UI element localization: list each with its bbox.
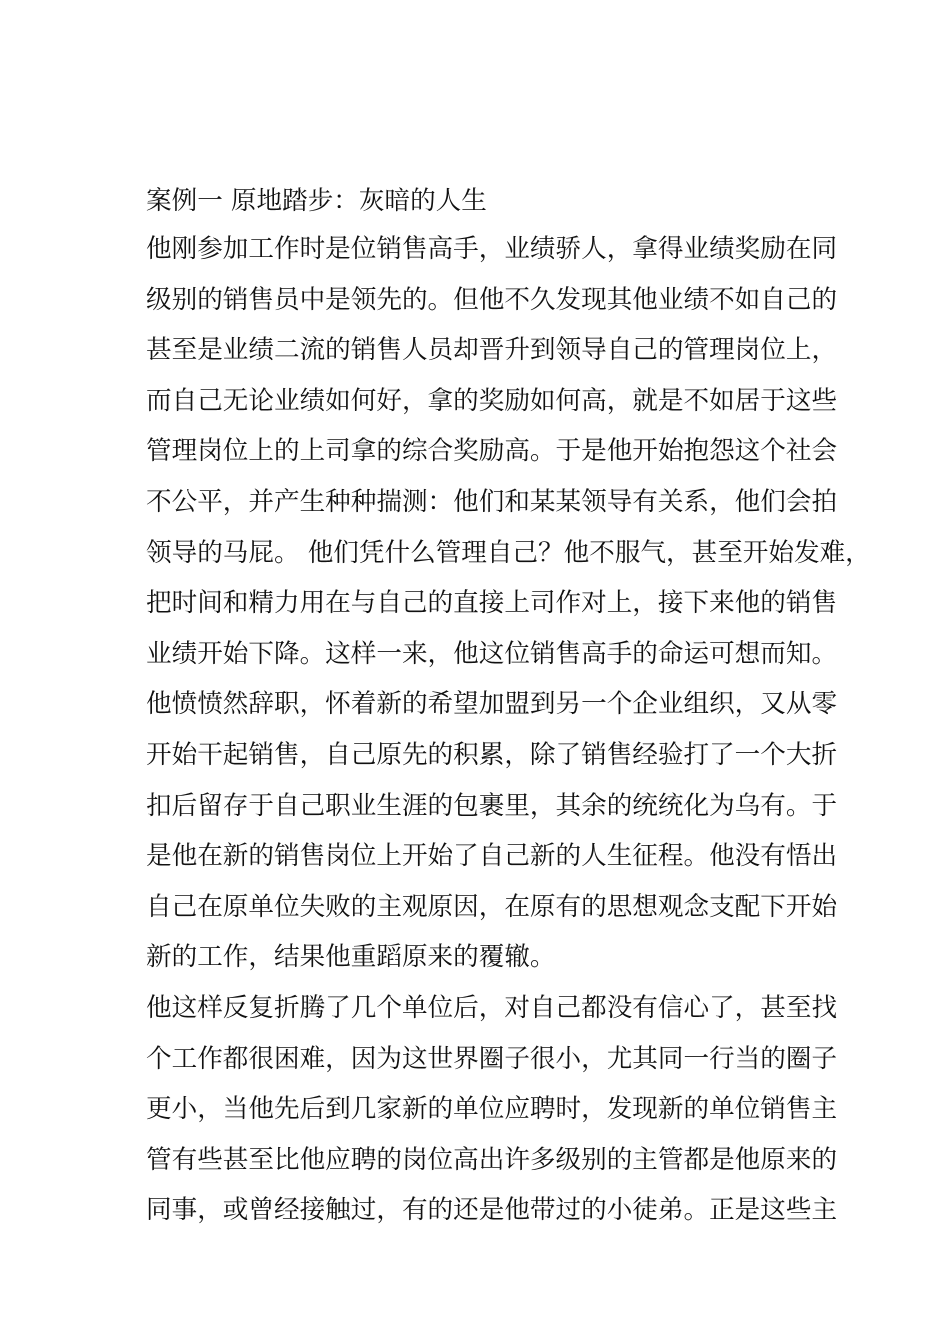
paragraph-line: 同事，或曾经接触过，有的还是他带过的小徒弟。正是这些主 bbox=[146, 1195, 838, 1226]
paragraph-line: 扣后留存于自己职业生涯的包裹里，其余的统统化为乌有。于 bbox=[146, 790, 838, 821]
paragraph-line: 他这样反复折腾了几个单位后，对自己都没有信心了，甚至找 bbox=[146, 992, 838, 1023]
case-title: 案例一 原地踏步：灰暗的人生 bbox=[146, 186, 487, 216]
paragraph-line: 开始干起销售，自己原先的积累，除了销售经验打了一个大折 bbox=[146, 739, 838, 770]
paragraph-line: 个工作都很困难，因为这世界圈子很小，尤其同一行当的圈子 bbox=[146, 1043, 838, 1074]
paragraph-line: 不公平，并产生种种揣测：他们和某某领导有关系，他们会拍 bbox=[146, 486, 838, 517]
paragraph-line: 甚至是业绩二流的销售人员却晋升到领导自己的管理岗位上， bbox=[146, 335, 838, 366]
paragraph-line: 是他在新的销售岗位上开始了自己新的人生征程。他没有悟出 bbox=[146, 841, 838, 872]
paragraph-line: 管理岗位上的上司拿的综合奖励高。于是他开始抱怨这个社会 bbox=[146, 436, 838, 467]
paragraph-line: 自己在原单位失败的主观原因，在原有的思想观念支配下开始 bbox=[146, 891, 838, 922]
paragraph-line: 级别的销售员中是领先的。但他不久发现其他业绩不如自己的 bbox=[146, 284, 838, 315]
paragraph-line: 业绩开始下降。这样一来，他这位销售高手的命运可想而知。 bbox=[146, 638, 838, 669]
paragraph-line: 领导的马屁。 他们凭什么管理自己？他不服气，甚至开始发难， bbox=[146, 537, 871, 568]
document-body bbox=[146, 183, 871, 1243]
paragraph-line: 他愤愤然辞职，怀着新的希望加盟到另一个企业组织，又从零 bbox=[146, 689, 838, 720]
paragraph-line: 把时间和精力用在与自己的直接上司作对上，接下来他的销售 bbox=[146, 588, 838, 619]
paragraph-line: 更小，当他先后到几家新的单位应聘时，发现新的单位销售主 bbox=[146, 1094, 838, 1125]
paragraph-line: 新的工作，结果他重蹈原来的覆辙。 bbox=[146, 942, 556, 973]
paragraph-line: 他刚参加工作时是位销售高手，业绩骄人，拿得业绩奖励在同 bbox=[146, 234, 838, 264]
paragraph-line: 管有些甚至比他应聘的岗位高出许多级别的主管都是他原来的 bbox=[146, 1144, 838, 1175]
paragraph-line: 而自己无论业绩如何好，拿的奖励如何高，就是不如居于这些 bbox=[146, 385, 838, 416]
